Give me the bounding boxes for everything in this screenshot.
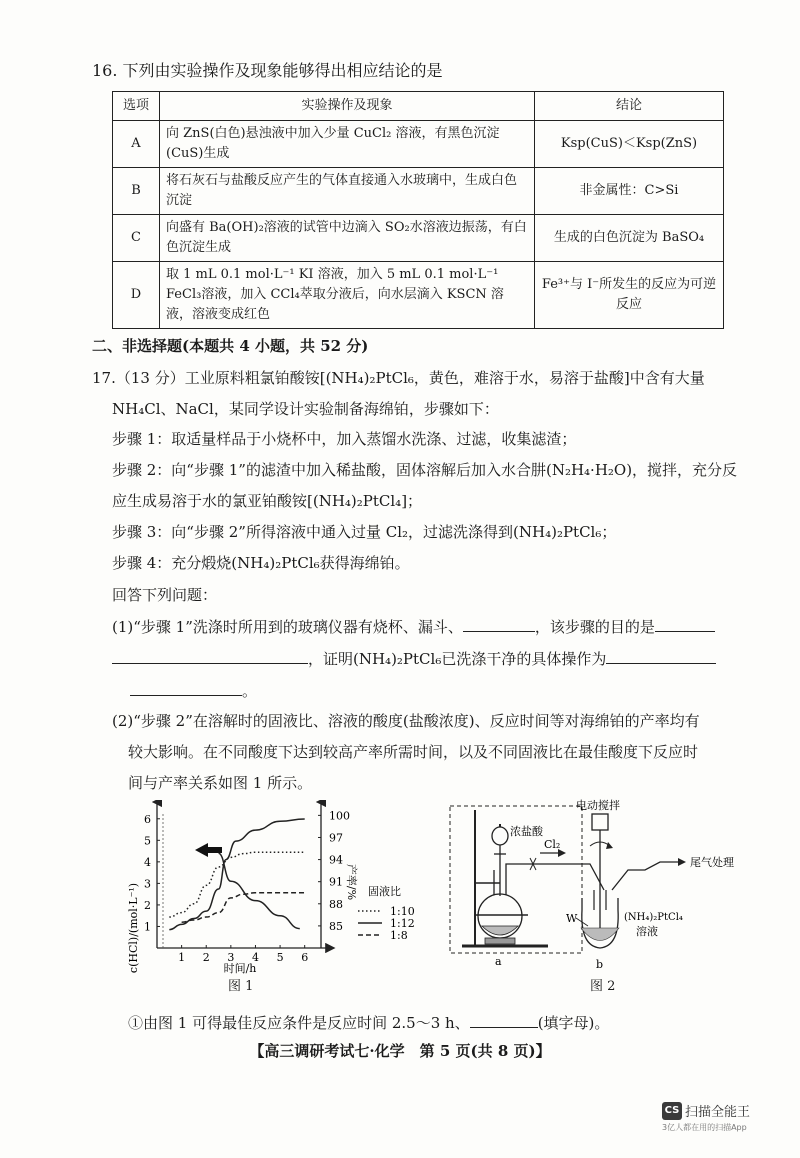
legend-item-1-8: [358, 929, 408, 942]
operation-cell: 将石灰石与盐酸反应产生的气体直接通入水玻璃中，生成白色沉淀: [160, 168, 535, 215]
table-row: [113, 215, 724, 262]
series-line-1-10: [169, 852, 304, 917]
table-row: [113, 121, 724, 168]
q17-line-2: NH₄Cl、NaCl，某同学设计实验制备海绵铂，步骤如下：: [112, 400, 499, 418]
part-2-line-b: 较大影响。在不同酸度下达到较高产率所需时间，以及不同固液比在最佳酸度下反应时: [128, 743, 699, 761]
label-conc-hcl: 浓盐酸: [510, 825, 543, 838]
figure-1-chart: [100, 800, 445, 1000]
part-2-line-a: (2)“步骤 2”在溶解时的固液比、溶液的酸度(盐酸浓度)、反应时间等对海绵铂的产率均有: [112, 712, 700, 730]
y-left-tick-label: 2: [144, 898, 151, 912]
header-operation: 实验操作及现象: [160, 92, 535, 121]
table-header-row: [113, 92, 724, 121]
camscanner-logo-icon: CS: [662, 1102, 682, 1120]
operation-cell: 取 1 mL 0.1 mol·L⁻¹ KI 溶液，加入 5 mL 0.1 mol·L⁻¹ FeCl₃溶液，加入 CCl₄萃取分液后，向水层滴入 KSCN 溶液，溶液变成红色: [160, 262, 535, 329]
answer-blank[interactable]: [112, 649, 308, 664]
header-option: 选项: [113, 92, 160, 121]
stirrer-motor: [592, 814, 608, 830]
x-axis-label: 时间/h: [223, 962, 257, 975]
exhaust-tube: [612, 862, 678, 890]
part-2-question-text: ①由图 1 可得最佳反应条件是反应时间 2.5～3 h、: [128, 1014, 470, 1032]
part-1-line-c: [130, 680, 257, 701]
part-1-line-b: [112, 648, 716, 669]
part-1-text-c: ，证明(NH₄)₂PtCl₆已洗涤干净的具体操作为: [308, 650, 607, 668]
step-3: 步骤 3：向“步骤 2”所得溶液中通入过量 Cl₂，过滤洗涤得到(NH₄)₂PtCl₆；: [112, 523, 617, 541]
label-b: b: [596, 958, 604, 971]
scanner-watermark: [662, 1100, 751, 1132]
y-axis-left-label: c(HCl)/(mol·L⁻¹): [127, 882, 140, 974]
option-label: A: [113, 121, 160, 168]
legend-label: 1:10: [390, 905, 415, 918]
answer-intro: 回答下列问题：: [112, 586, 218, 604]
operation-cell: 向盛有 Ba(OH)₂溶液的试管中边滴入 SO₂水溶液边振荡，有白色沉淀生成: [160, 215, 535, 262]
conclusion-cell: Ksp(CuS)＜Ksp(ZnS): [535, 121, 724, 168]
part-1-line-a: [112, 616, 715, 637]
y-right-tick-label: 94: [329, 853, 343, 867]
part-2-question-tail: (填字母)。: [537, 1014, 610, 1032]
y-right-tick-label: 85: [329, 919, 343, 933]
label-w: W: [566, 912, 578, 925]
table-row: [113, 262, 724, 329]
figure-1-caption: 图 1: [228, 979, 254, 994]
y-left-tick-label: 1: [144, 920, 151, 934]
x-tick-label: 4: [251, 951, 259, 964]
section-heading: 二、非选择题(本题共 4 小题，共 52 分): [92, 337, 369, 355]
answer-blank[interactable]: [606, 649, 716, 664]
y-left-tick-label: 5: [144, 834, 151, 848]
y-right-tick-label: 91: [329, 875, 343, 889]
y-right-tick-label: 97: [329, 831, 343, 845]
x-tick-label: 1: [178, 951, 186, 964]
label-a: a: [495, 955, 502, 968]
answer-blank[interactable]: [463, 617, 535, 632]
question-16-title: 16. 下列由实验操作及现象能够得出相应结论的是: [92, 61, 443, 80]
conclusion-cell: Fe³⁺与 I⁻所发生的反应为可逆反应: [535, 262, 724, 329]
answer-blank[interactable]: [130, 681, 242, 696]
y-left-tick-label: 3: [144, 877, 151, 891]
figure-2-apparatus: [440, 798, 770, 993]
watermark-app-name: 扫描全能王: [685, 1105, 751, 1120]
legend-title: 固液比: [368, 885, 401, 898]
answer-blank[interactable]: [655, 617, 715, 632]
series-line-c-HCl-: [219, 853, 300, 928]
option-label: C: [113, 215, 160, 262]
x-tick-label: 6: [301, 951, 309, 964]
step-1: 步骤 1：取适量样品于小烧杯中，加入蒸馏水洗涤、过滤，收集滤渣；: [112, 430, 577, 448]
delivery-tube: [506, 864, 604, 890]
part-2-line-c: 间与产率关系如图 1 所示。: [128, 774, 313, 792]
part-1-text-d: 。: [242, 682, 258, 700]
y-left-tick-label: 6: [144, 812, 151, 826]
figure-2-caption: 图 2: [590, 979, 616, 994]
part-1-text-b: ，该步骤的目的是: [534, 618, 655, 636]
step-2-b: 应生成易溶于水的氯亚铂酸铵[(NH₄)₂PtCl₄]；: [112, 492, 423, 510]
x-tick-label: 3: [227, 951, 235, 964]
operation-cell: 向 ZnS(白色)悬浊液中加入少量 CuCl₂ 溶液，有黑色沉淀(CuS)生成: [160, 121, 535, 168]
options-table: [112, 91, 724, 329]
series-line-1-12: [169, 819, 304, 930]
x-tick-label: 2: [202, 951, 210, 964]
label-solution: 溶液: [636, 925, 658, 938]
label-cl2: Cl₂: [544, 838, 561, 851]
shift-left-arrow: [195, 843, 222, 857]
label-motor: 电动搅拌: [576, 799, 620, 812]
step-2-a: 步骤 2：向“步骤 1”的滤渣中加入稀盐酸，固体溶解后加入水合肼(N₂H₄·H₂O)，搅拌，充分反: [112, 461, 738, 479]
label-solution-formula: (NH₄)₂PtCl₄: [624, 912, 683, 923]
option-label: D: [113, 262, 160, 329]
watermark-tagline: 3亿人都在用的扫描App: [662, 1123, 747, 1132]
table-row: [113, 168, 724, 215]
part-1-text-a: (1)“步骤 1”洗涤时所用到的玻璃仪器有烧杯、漏斗、: [112, 618, 463, 636]
y-axis-right-label: 产率/%: [345, 863, 358, 901]
part-2-question: [128, 1012, 609, 1033]
y-right-tick-label: 100: [329, 809, 350, 823]
header-conclusion: 结论: [535, 92, 724, 121]
y-left-tick-label: 4: [144, 855, 151, 869]
conclusion-cell: 生成的白色沉淀为 BaSO₄: [535, 215, 724, 262]
heat-source: [485, 938, 515, 944]
option-label: B: [113, 168, 160, 215]
legend-label: 1:12: [390, 917, 415, 930]
page-footer: 【高三调研考试七·化学 第 5 页(共 8 页)】: [249, 1042, 551, 1060]
label-exhaust: 尾气处理: [690, 856, 734, 869]
x-tick-label: 5: [276, 951, 284, 964]
q17-line-1: 17.（13 分）工业原料粗氯铂酸铵[(NH₄)₂PtCl₆，黄色，难溶于水，易溶于盐酸]中含有大量: [92, 369, 705, 387]
conclusion-cell: 非金属性：C>Si: [535, 168, 724, 215]
y-right-tick-label: 88: [329, 897, 343, 911]
step-4: 步骤 4：充分煅烧(NH₄)₂PtCl₆获得海绵铂。: [112, 554, 410, 572]
legend-label: 1:8: [390, 929, 408, 942]
answer-blank[interactable]: [470, 1013, 538, 1028]
